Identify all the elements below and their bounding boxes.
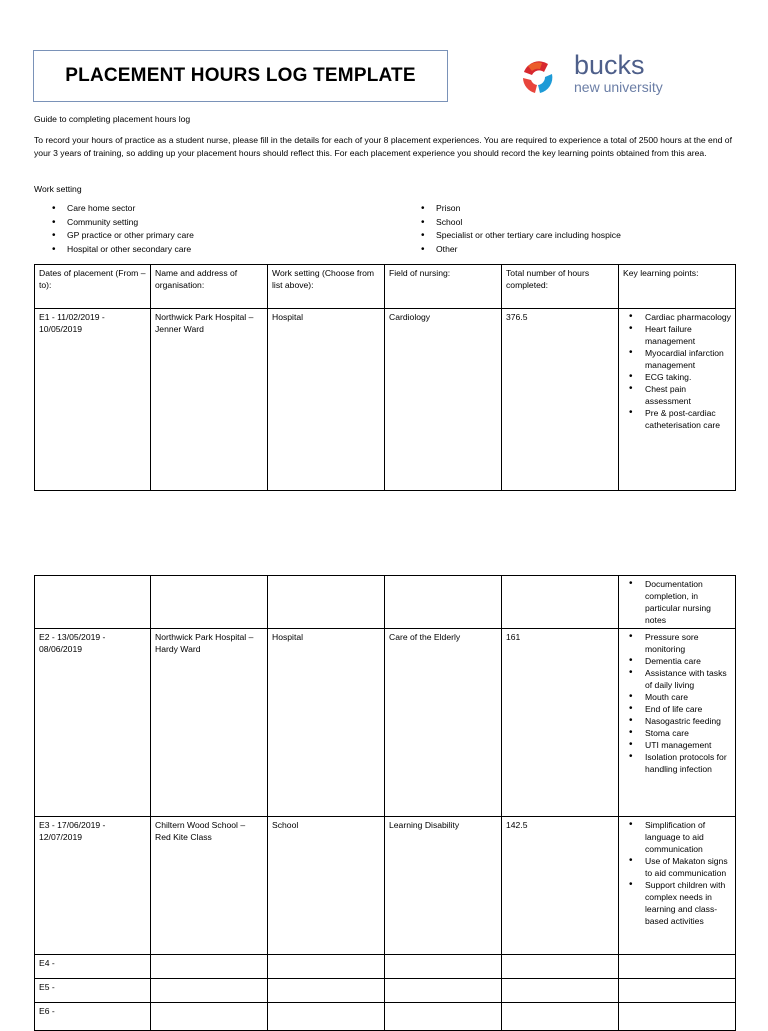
hours-cell: 376.5 xyxy=(502,309,619,491)
learning-point: • Stoma care xyxy=(639,727,731,739)
learning-point: • Cardiac pharmacology xyxy=(639,311,731,323)
settings-list-left xyxy=(48,202,194,256)
list-item: • GP practice or other primary care xyxy=(48,229,194,243)
list-item: • Specialist or other tertiary care including hospice xyxy=(417,229,621,243)
points-cell xyxy=(619,817,736,955)
header-cell: Name and address of organisation: xyxy=(151,265,268,309)
table-row xyxy=(35,955,736,979)
dates-cell: E6 - xyxy=(35,1003,151,1031)
learning-point: • Documentation completion, in particular nursing notes xyxy=(639,578,731,626)
table-row xyxy=(35,979,736,1003)
points-cell xyxy=(619,576,736,629)
setting-cell: Hospital xyxy=(268,309,385,491)
learning-point: • Nasogastric feeding xyxy=(639,715,731,727)
logo-text xyxy=(574,52,663,94)
learning-point: • Pressure sore monitoring xyxy=(639,631,731,655)
header-cell: Dates of placement (From – to): xyxy=(35,265,151,309)
settings-list-right xyxy=(417,202,621,256)
header-cell: Key learning points: xyxy=(619,265,736,309)
dates-cell: E5 - xyxy=(35,979,151,1003)
table-row xyxy=(35,1003,736,1031)
work-setting-label: Work setting xyxy=(34,184,82,194)
learning-point: • Chest pain assessment xyxy=(639,383,731,407)
list-item: • School xyxy=(417,216,621,230)
org-cell: Northwick Park Hospital – Jenner Ward xyxy=(151,309,268,491)
header-cell: Work setting (Choose from list above): xyxy=(268,265,385,309)
learning-point: • Support children with complex needs in learning and class-based activities xyxy=(639,879,731,927)
setting-cell: School xyxy=(268,817,385,955)
title-box xyxy=(33,50,448,102)
list-item: • Community setting xyxy=(48,216,194,230)
learning-point: • Assistance with tasks of daily living xyxy=(639,667,731,691)
logo-subtitle: new university xyxy=(574,79,663,95)
list-item: • Other xyxy=(417,243,621,257)
table-header-row xyxy=(35,265,736,309)
learning-point: • Dementia care xyxy=(639,655,731,667)
guide-title: Guide to completing placement hours log xyxy=(34,114,191,124)
learning-point: • Simplification of language to aid communication xyxy=(639,819,731,855)
table-row xyxy=(35,629,736,817)
points-cell xyxy=(619,309,736,491)
field-cell: Learning Disability xyxy=(385,817,502,955)
dates-cell: E2 - 13/05/2019 - 08/06/2019 xyxy=(35,629,151,817)
field-cell: Cardiology xyxy=(385,309,502,491)
learning-point: • Heart failure management xyxy=(639,323,731,347)
learning-point: • Mouth care xyxy=(639,691,731,703)
list-item: • Prison xyxy=(417,202,621,216)
logo-name: bucks xyxy=(574,50,645,80)
learning-point: • Isolation protocols for handling infection xyxy=(639,751,731,775)
learning-point: • End of life care xyxy=(639,703,731,715)
learning-point: • Myocardial infarction management xyxy=(639,347,731,371)
list-item: • Care home sector xyxy=(48,202,194,216)
page-title: PLACEMENT HOURS LOG TEMPLATE xyxy=(65,65,416,86)
org-cell: Northwick Park Hospital – Hardy Ward xyxy=(151,629,268,817)
placement-table-page2 xyxy=(34,575,736,1031)
table-row xyxy=(35,309,736,491)
header-cell: Total number of hours completed: xyxy=(502,265,619,309)
table-row xyxy=(35,817,736,955)
dates-cell: E4 - xyxy=(35,955,151,979)
learning-point: • ECG taking. xyxy=(639,371,731,383)
points-cell xyxy=(619,629,736,817)
dates-cell: E3 - 17/06/2019 - 12/07/2019 xyxy=(35,817,151,955)
learning-point: • Use of Makaton signs to aid communication xyxy=(639,855,731,879)
setting-cell: Hospital xyxy=(268,629,385,817)
guide-paragraph: To record your hours of practice as a student nurse, please fill in the details for each of your 8 placement experiences. You are required to experience a total of 2500 hours at the end of your 3 years of training, so adding up your placement hours should reflect this. For each placement experience you should record the key learning points obtained from this area. xyxy=(34,135,732,158)
table-row xyxy=(35,576,736,629)
learning-point: • Pre & post-cardiac catheterisation care xyxy=(639,407,731,431)
placement-table-page1 xyxy=(34,264,736,491)
dates-cell: E1 - 11/02/2019 - 10/05/2019 xyxy=(35,309,151,491)
hours-cell: 161 xyxy=(502,629,619,817)
org-cell: Chiltern Wood School – Red Kite Class xyxy=(151,817,268,955)
list-item: • Hospital or other secondary care xyxy=(48,243,194,257)
learning-point: • UTI management xyxy=(639,739,731,751)
header-cell: Field of nursing: xyxy=(385,265,502,309)
field-cell: Care of the Elderly xyxy=(385,629,502,817)
hours-cell: 142.5 xyxy=(502,817,619,955)
